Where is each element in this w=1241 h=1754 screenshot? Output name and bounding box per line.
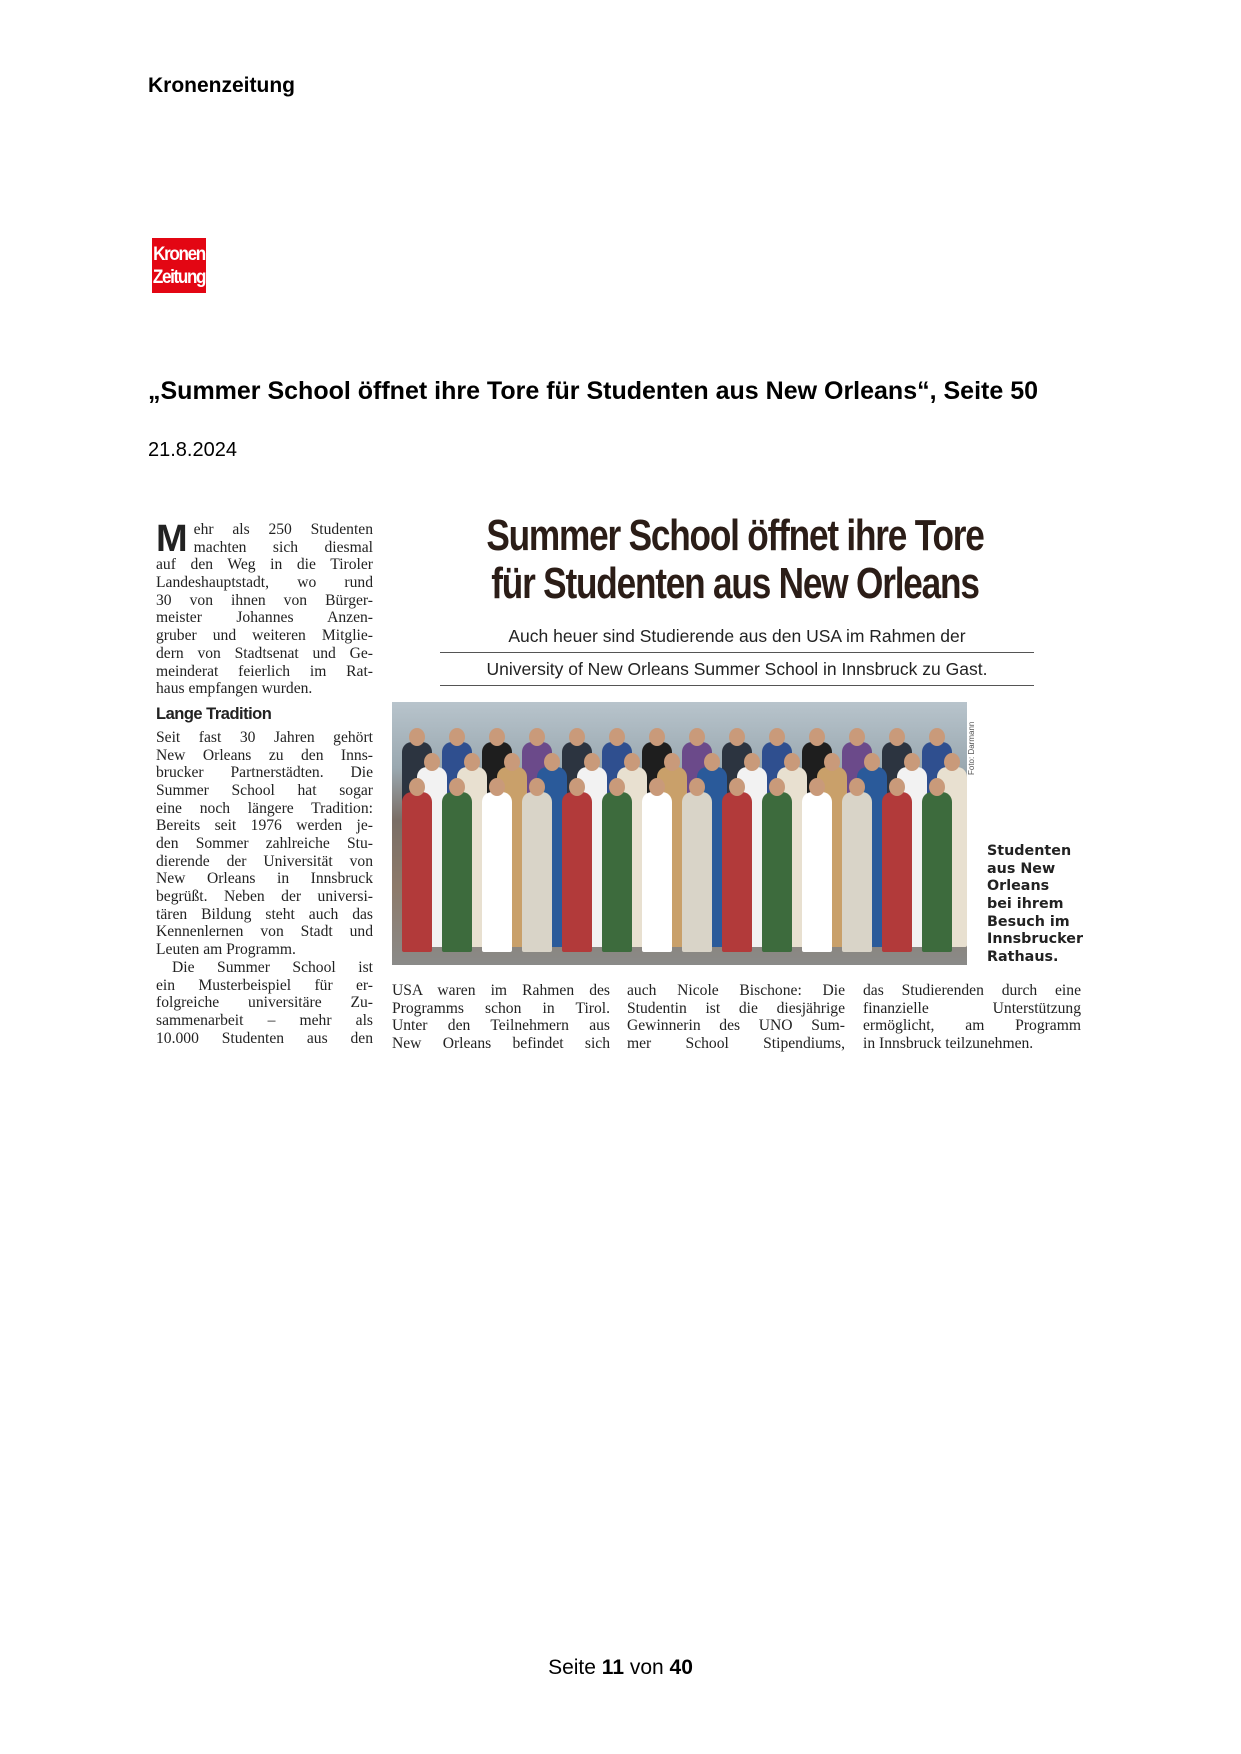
text-line: haus empfangen wurden. [156, 680, 313, 698]
photo-credit: Foto: Darmann [967, 721, 976, 775]
article-deck [440, 620, 1034, 686]
text-line: dierende der Universität von [156, 852, 373, 870]
text-line: ein Musterbeispiel für er- [156, 976, 373, 994]
text-line: meinderat feierlich im Rat- [156, 662, 373, 680]
photo-person [442, 792, 472, 952]
text-line: das Studierenden durch eine [863, 982, 1081, 999]
total-pages: 40 [669, 1656, 693, 1679]
logo-line-2: Zeitung [152, 266, 206, 288]
footer-middle: von [629, 1656, 664, 1679]
text-line: finanzielle Unterstützung [863, 999, 1081, 1017]
deck-line: Auch heuer sind Studierende aus den USA im Rahmen der [440, 620, 1034, 653]
caption-line: Orleans [987, 878, 1050, 895]
text-line: Unter den Teilnehmern aus [392, 1017, 610, 1035]
text-line: Studentin ist die diesjährige [627, 999, 845, 1017]
group-photo [392, 702, 967, 965]
text-line: brucker Partnerstädten. Die [156, 764, 373, 782]
text-line: Bereits seit 1976 werden je- [156, 817, 373, 835]
text-line: Summer School hat sogar [156, 781, 373, 799]
headline-line: Summer School öffnet ihre Tore [486, 511, 984, 560]
photo-person [602, 792, 632, 952]
photo-person [722, 792, 752, 952]
photo-person [922, 792, 952, 952]
article-left-column [156, 518, 373, 1047]
text-line: Die Summer School ist [172, 958, 373, 976]
bottom-column-3 [863, 982, 1081, 1053]
text-line: mer School Stipendiums, [627, 1035, 845, 1053]
text-line: Landeshauptstadt, wo rund [156, 574, 373, 592]
photo-person [522, 792, 552, 952]
text-line: eine noch längere Tradition: [156, 799, 373, 817]
dropcap: M [156, 518, 188, 560]
footer-prefix: Seite [548, 1656, 596, 1679]
text-line: ermöglicht, am Programm [863, 1017, 1081, 1035]
caption-line: Besuch im [987, 913, 1070, 930]
caption-line: Rathaus. [987, 949, 1059, 966]
photo-caption [987, 843, 1117, 967]
text-line: 30 von ihnen von Bürger- [156, 591, 373, 609]
caption-line: aus New [987, 860, 1056, 877]
photo-person [802, 792, 832, 952]
intro-paragraph [156, 518, 373, 698]
entry-title: „Summer School öffnet ihre Tore für Studenten aus New Orleans“, Seite 50 [148, 377, 1039, 405]
kronen-zeitung-logo [152, 238, 206, 293]
text-line: 10.000 Studenten aus den [156, 1029, 373, 1047]
text-line: dern von Stadtsenat und Ge- [156, 644, 373, 662]
photo-person [682, 792, 712, 952]
text-line: New Orleans in Innsbruck [156, 870, 373, 888]
caption-line: bei ihrem [987, 896, 1064, 913]
paragraph-tradition [156, 729, 373, 959]
photo-person [482, 792, 512, 952]
text-line: sammenarbeit – mehr als [156, 1011, 373, 1029]
text-line: begrüßt. Neben der universi- [156, 888, 373, 906]
photo-person [562, 792, 592, 952]
text-line: ehr als 250 Studenten [193, 521, 373, 538]
photo-person [642, 792, 672, 952]
text-line: folgreiche universitäre Zu- [156, 994, 373, 1012]
publication-name: Kronenzeitung [148, 74, 295, 97]
headline-line: für Studenten aus New Orleans [491, 559, 979, 608]
photo-person [842, 792, 872, 952]
text-line: Leuten am Programm. [156, 941, 296, 959]
text-line: Programms schon in Tirol. [392, 999, 610, 1017]
current-page: 11 [601, 1656, 624, 1679]
text-line: New Orleans zu den Inns- [156, 746, 373, 764]
bottom-column-2 [627, 982, 845, 1053]
text-line: machten sich diesmal [193, 538, 373, 556]
text-line: Kennenlernen von Stadt und [156, 923, 373, 941]
entry-date: 21.8.2024 [148, 439, 237, 461]
deck-line: University of New Orleans Summer School in Innsbruck zu Gast. [440, 653, 1034, 686]
text-line: Gewinnerin des UNO Sum- [627, 1017, 845, 1035]
article-headline [455, 512, 1015, 608]
text-line: den Sommer zahlreiche Stu- [156, 835, 373, 852]
text-line: USA waren im Rahmen des [392, 982, 610, 999]
text-line: auch Nicole Bischone: Die [627, 982, 845, 999]
text-line: New Orleans befindet sich [392, 1035, 610, 1053]
text-line: meister Johannes Anzen- [156, 609, 373, 627]
caption-line: Studenten [987, 843, 1072, 859]
subheading: Lange Tradition [156, 704, 272, 723]
text-line: gruber und weiteren Mitglie- [156, 627, 373, 645]
text-line: in Innsbruck teilzunehmen. [863, 1035, 1034, 1053]
photo-person [402, 792, 432, 952]
page-footer [0, 1656, 1241, 1680]
text-line: tären Bildung steht auch das [156, 905, 373, 923]
text-line: auf den Weg in die Tiroler [156, 556, 373, 574]
caption-line: Innsbrucker [987, 931, 1083, 948]
photo-person [882, 792, 912, 952]
bottom-column-1 [392, 982, 610, 1053]
logo-line-1: Kronen [153, 243, 205, 265]
paragraph-cooperation [156, 959, 373, 1047]
photo-person [762, 792, 792, 952]
text-line: Seit fast 30 Jahren gehört [156, 728, 373, 746]
